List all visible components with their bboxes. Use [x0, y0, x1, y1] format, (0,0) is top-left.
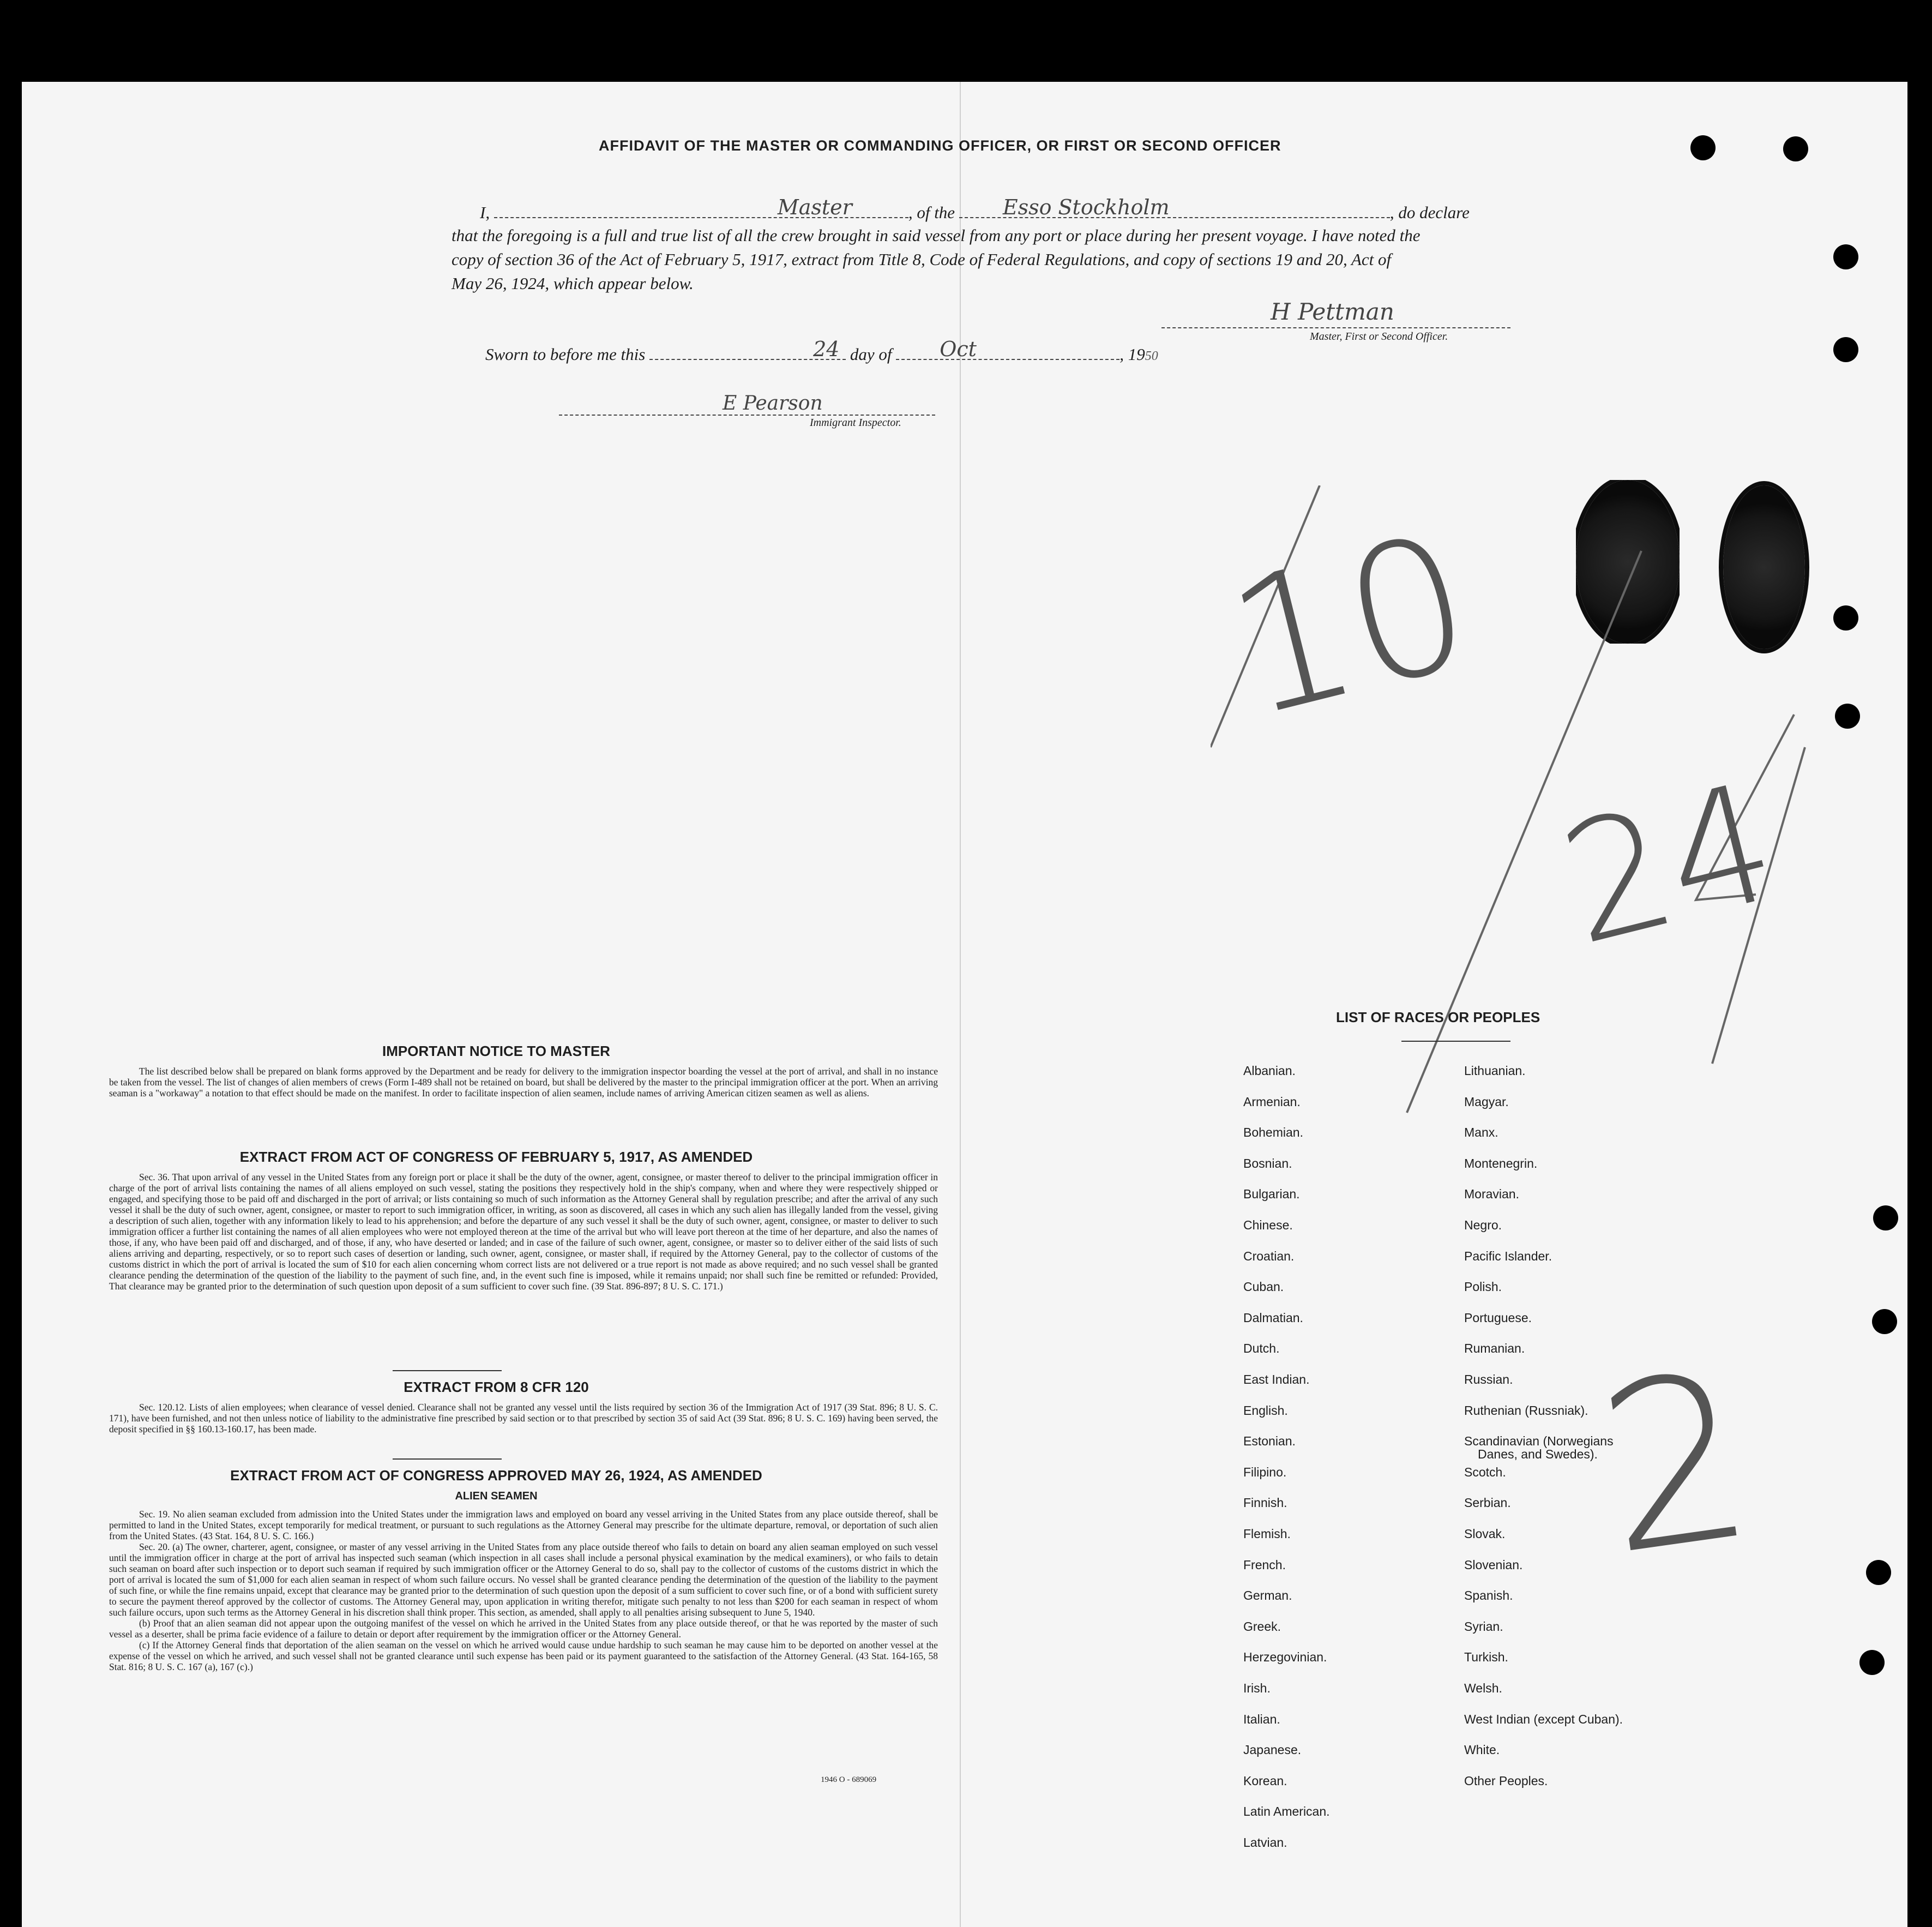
- race-item: Portuguese.: [1464, 1310, 1532, 1325]
- inspector-signature: E Pearson: [723, 392, 823, 415]
- race-item: Korean.: [1243, 1773, 1287, 1788]
- handwritten-date-top: 10: [1209, 493, 1491, 760]
- race-item: Cuban.: [1243, 1280, 1284, 1294]
- year-suffix: 50: [1145, 349, 1158, 363]
- race-item: Bohemian.: [1243, 1125, 1303, 1140]
- punch-hole: [1873, 1205, 1898, 1230]
- punch-hole: [1833, 244, 1858, 269]
- notice-body: The list described below shall be prepared on blank forms approved by the Department and be ready for delivery to the immigration inspector boarding the vessel at the port of arrival, and shall in no instance be taken from the vessel. The list of changes of alien members of crews (Form I-489 shall not be retained on board, but shall be delivered by the master to the principal immigration officer at the port. When an arriving seaman is a "workaway" a notation to that effect should be made on the manifest. In order to facilitate inspection of alien seamen, include names of arriving American citizen seamen as well as aliens.: [109, 1066, 938, 1098]
- affidavit-body: [452, 224, 1515, 296]
- punch-hole: [1690, 135, 1716, 160]
- do-declare-label: , do declare: [1389, 203, 1470, 222]
- vessel-name-handwritten: Esso Stockholm: [1002, 195, 1170, 219]
- race-item: Lithuanian.: [1464, 1064, 1526, 1078]
- race-item: Estonian.: [1243, 1434, 1296, 1449]
- document-page: [22, 82, 1907, 1927]
- officer-name-handwritten: Master: [777, 195, 852, 219]
- race-item: English.: [1243, 1403, 1288, 1418]
- race-item: Magyar.: [1464, 1094, 1509, 1109]
- race-item: West Indian (except Cuban).: [1464, 1712, 1623, 1726]
- race-item: Slovenian.: [1464, 1557, 1523, 1572]
- race-item: Bulgarian.: [1243, 1187, 1300, 1202]
- affidavit-body-line: May 26, 1924, which appear below.: [452, 274, 694, 293]
- sworn-day: 24: [813, 337, 840, 361]
- race-item: Rumanian.: [1464, 1341, 1525, 1356]
- sworn-month: Oct: [940, 337, 977, 361]
- race-item: Bosnian.: [1243, 1156, 1292, 1170]
- extract-cfr-title: EXTRACT FROM 8 CFR 120: [404, 1379, 589, 1395]
- of-the-label: , of the: [908, 203, 955, 222]
- race-item: Flemish.: [1243, 1527, 1291, 1541]
- race-item: Montenegrin.: [1464, 1156, 1538, 1170]
- race-item: Dalmatian.: [1243, 1310, 1303, 1325]
- extract-1924-body: [109, 1509, 938, 1672]
- sec20c-text: (c) If the Attorney General finds that deportation of the alien seaman on the vessel on which he arrived would cause undue hardship to such seaman he may cause him to be deported on another vessel at the expense of the vessel on which he arrived, and such vessel shall not be granted clearance until such expense has been paid or its payment guaranteed to the satisfaction of the Attorney General. (43 Stat. 164-165, 58 Stat. 816; 8 U. S. C. 167 (a), 167 (c).): [109, 1640, 938, 1672]
- race-item: East Indian.: [1243, 1372, 1310, 1386]
- i-label: I,: [480, 203, 490, 222]
- affidavit-body-line: copy of section 36 of the Act of February 5, 1917, extract from Title 8, Code of Federal Regulations, and copy of sections 19 and 20, Act of: [452, 250, 1392, 269]
- race-item: Danes, and Swedes).: [1478, 1447, 1598, 1462]
- print-code: 1946 O - 689069: [821, 1775, 877, 1784]
- sec20a-text: Sec. 20. (a) The owner, charterer, agent, consignee, or master of any vessel arriving in the United States from any place outside thereof who fails to detain on board any alien seaman employed on such vessel until the immigration officer in charge at the port of arrival has inspected such seaman (which inspection in all cases shall include a personal physical examination by the medical examiners), or who fails to detain such seaman on board after such inspection or to deport such seaman if required by such immigration officer or the Attorney General to do so, shall pay to the collector of customs of the customs district in which the port of arrival is located the sum of $1,000 for each alien seaman in respect of whom such failure occurs. No vessel shall be granted clearance pending the determination of the question of the liability to the payment of such fine, or while the fine remains unpaid, except that clearance may be granted prior to the determination of such question upon the deposit of a sum sufficient to cover such fine, or of a bond with sufficient surety to secure the payment thereof approved by the collector of customs. The Attorney General may, upon application in writing therefor, mitigate such penalty to not less than $200 for each seaman in respect of whom such failure occurs, upon such terms as the Attorney General in his discretion shall think proper. This section, as amended, shall apply to all penalties arising subsequent to June 5, 1940.: [109, 1541, 938, 1618]
- races-title: LIST OF RACES OR PEOPLES: [1336, 1009, 1540, 1025]
- extract-1917-body: Sec. 36. That upon arrival of any vessel in the United States from any foreign port or place it shall be the duty of the owner, agent, consignee, or master thereof to deliver to the principal immigration officer in charge of the port of arrival lists containing the names of all aliens employed on such vessel, stating the positions they respectively hold in the ship's company, when and where they were respectively shipped or engaged, and specifying those to be paid off and discharged in the port of arrival; or lists containing so much of such information as the Attorney General shall by regulation prescribe; and after the arrival of any such vessel it shall be the duty of such owner, agent, consignee, or master to report to such immigration officer, in writing, as soon as discovered, all cases in which any such alien has illegally landed from the vessel, giving a description of such alien, together with any information likely to lead to his apprehension; and before the departure of any such vessel it shall be the duty of such owner, agent, consignee, or master to deliver to such immigration officer a further list containing the names of all alien employees who were not employed thereon at the time of the arrival but who will leave port thereon at the time of her departure, and also the names of those, if any, who have been paid off and discharged, and of those, if any, who have deserted or landed; and in case of the failure of such owner, agent, consignee, or master so to deliver either of the said lists of such aliens arriving and departing, respectively, or so to report such cases of desertion or landing, such owner, agent, consignee, or master shall, if required by the Attorney General, pay to the collector of customs of the customs district in which the port of arrival is located the sum of $10 for each alien concerning whom correct lists are not delivered or a true report is not made as above required; and no such vessel shall be granted clearance pending the determination of the question of the liability to the payment of such fine, and, in the event such fine is imposed, while it remains unpaid; nor shall such fine be remitted or refunded: Provided, That clearance may be granted prior to the determination of such question upon deposit of a sum sufficient to cover such fine. (39 Stat. 896-897; 8 U. S. C. 171.): [109, 1172, 938, 1292]
- extract-1917-title: EXTRACT FROM ACT OF CONGRESS OF FEBRUARY 5, 1917, AS AMENDED: [239, 1149, 753, 1165]
- extract-cfr-body: Sec. 120.12. Lists of alien employees; when clearance of vessel denied. Clearance shall not be granted any vessel until the lists required by section 36 of the Immigration Act of 1917 (39 Stat. 896; 8 U. S. C. 171), have been furnished, and not then unless notice of liability to the administrative fine prescribed by said section or to that prescribed by section 35 of said Act (39 Stat. 896; 8 U. S. C. 169) having been served, the deposit specified in §§ 160.13-160.17, has been made.: [109, 1402, 938, 1434]
- race-item: Scandinavian (Norwegians: [1464, 1434, 1614, 1449]
- race-item: Negro.: [1464, 1218, 1502, 1232]
- race-item: Other Peoples.: [1464, 1773, 1548, 1788]
- master-caption: Master, First or Second Officer.: [1310, 331, 1448, 343]
- race-item: Turkish.: [1464, 1650, 1508, 1665]
- affidavit-title: AFFIDAVIT OF THE MASTER OR COMMANDING OFFICER, OR FIRST OR SECOND OFFICER: [599, 137, 1281, 154]
- sworn-line: [485, 337, 1303, 368]
- day-of-label: day of: [850, 345, 892, 364]
- punch-hole: [1866, 1560, 1891, 1585]
- sworn-month-field: [896, 337, 1120, 361]
- race-item: Greek.: [1243, 1619, 1281, 1634]
- inspector-caption: Immigrant Inspector.: [810, 417, 901, 429]
- officer-name-field: [494, 195, 908, 219]
- sec20b-text: (b) Proof that an alien seaman did not appear upon the outgoing manifest of the vessel on which he arrived in the United States from any place outside thereof, or that he was reported by the master of such vessel as a deserter, shall be prima facie evidence of a failure to detain or deport after requirement by the immigration officer or the Attorney General.: [109, 1618, 938, 1640]
- sec19-text: Sec. 19. No alien seaman excluded from admission into the United States under the immigration laws and employed on board any vessel arriving in the United States from any place outside thereof, shall be permitted to land in the United States, except temporarily for medical treatment, or pursuant to such regulations as the Attorney General may prescribe for the ultimate departure, removal, or deportation of such alien from the United States. (43 Stat. 164, 8 U. S. C. 166.): [109, 1509, 938, 1541]
- extract-1924-subtitle: ALIEN SEAMEN: [455, 1490, 538, 1502]
- race-item: Ruthenian (Russniak).: [1464, 1403, 1588, 1418]
- sworn-label: Sworn to before me this: [485, 345, 646, 364]
- race-item: Slovak.: [1464, 1527, 1506, 1541]
- race-item: Dutch.: [1243, 1341, 1280, 1356]
- race-item: Manx.: [1464, 1125, 1498, 1140]
- race-item: White.: [1464, 1743, 1500, 1757]
- race-item: Chinese.: [1243, 1218, 1293, 1232]
- race-item: Albanian.: [1243, 1064, 1296, 1078]
- notice-title: IMPORTANT NOTICE TO MASTER: [382, 1043, 610, 1059]
- punch-hole: [1872, 1309, 1897, 1334]
- race-item: Finnish.: [1243, 1496, 1287, 1510]
- race-item: Latvian.: [1243, 1835, 1287, 1850]
- race-item: Russian.: [1464, 1372, 1513, 1386]
- section-divider: [393, 1458, 502, 1460]
- races-divider: [1401, 1041, 1510, 1042]
- race-item: Japanese.: [1243, 1743, 1302, 1757]
- affidavit-declaration-line: [480, 195, 1516, 225]
- race-item: Moravian.: [1464, 1187, 1519, 1202]
- race-item: Latin American.: [1243, 1804, 1330, 1819]
- race-item: Herzegovinian.: [1243, 1650, 1327, 1665]
- punch-hole: [1833, 337, 1858, 362]
- race-item: French.: [1243, 1557, 1286, 1572]
- affidavit-body-line: that the foregoing is a full and true list of all the crew brought in said vessel from any port or place during her present voyage. I have noted the: [452, 226, 1421, 245]
- race-item: Armenian.: [1243, 1094, 1301, 1109]
- extract-1924-title: EXTRACT FROM ACT OF CONGRESS APPROVED MAY 26, 1924, AS AMENDED: [230, 1467, 762, 1484]
- race-item: Pacific Islander.: [1464, 1248, 1552, 1263]
- race-item: Croatian.: [1243, 1248, 1295, 1263]
- handwritten-page-number: 2: [1585, 1322, 1767, 1607]
- race-item: Welsh.: [1464, 1681, 1502, 1695]
- master-signature-line: [1161, 289, 1510, 328]
- punch-hole: [1783, 136, 1808, 161]
- race-item: Scotch.: [1464, 1464, 1506, 1479]
- race-item: Syrian.: [1464, 1619, 1503, 1634]
- section-divider: [393, 1370, 502, 1371]
- year-prefix: , 19: [1120, 345, 1145, 364]
- race-item: German.: [1243, 1588, 1292, 1603]
- sworn-day-field: [649, 337, 846, 361]
- race-item: Filipino.: [1243, 1464, 1287, 1479]
- race-item: Polish.: [1464, 1280, 1502, 1294]
- race-item: Italian.: [1243, 1712, 1280, 1726]
- master-signature: H Pettman: [1271, 298, 1394, 325]
- handwritten-date-bottom: 24: [1545, 747, 1793, 982]
- inspector-signature-line: [559, 387, 935, 416]
- race-item: Serbian.: [1464, 1496, 1511, 1510]
- punch-hole: [1859, 1650, 1885, 1675]
- race-item: Irish.: [1243, 1681, 1271, 1695]
- race-item: Spanish.: [1464, 1588, 1513, 1603]
- vessel-name-field: [959, 195, 1390, 219]
